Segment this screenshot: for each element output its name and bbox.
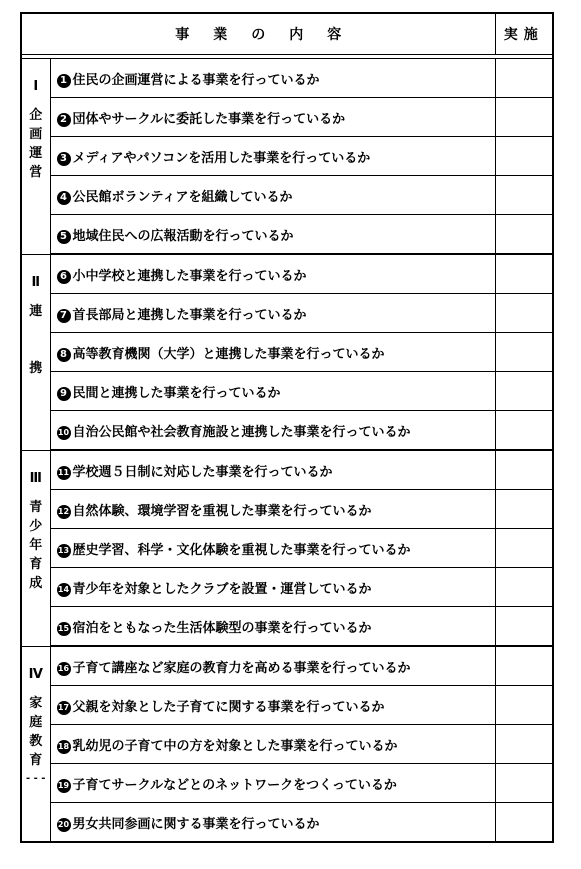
done-checkbox-cell[interactable] — [495, 764, 553, 803]
item-text: 首長部局と連携した事業を行っているか — [72, 307, 307, 323]
item-text-cell — [50, 686, 495, 725]
done-checkbox-cell[interactable] — [495, 294, 553, 333]
table-row — [21, 372, 553, 411]
category-number: Ⅲ — [29, 470, 42, 486]
item-number-badge: 3 — [57, 152, 71, 166]
item-number-badge: 5 — [57, 230, 71, 244]
item-text-cell — [50, 294, 495, 333]
item-text: 住民の企画運営による事業を行っているか — [72, 72, 320, 88]
item-text: 父親を対象とした子育てに関する事業を行っているか — [72, 699, 385, 715]
item-text-cell — [50, 59, 495, 98]
done-checkbox-cell[interactable] — [495, 607, 553, 647]
category-char: 青 — [29, 499, 43, 515]
category-char: 連 — [29, 303, 43, 319]
category-label — [22, 647, 50, 784]
item-text: 乳幼児の子育て中の方を対象とした事業を行っているか — [72, 738, 398, 754]
category-char: 庭 — [29, 714, 43, 730]
item-text-cell — [50, 450, 495, 490]
category-char: 少 — [29, 518, 43, 534]
done-checkbox-cell[interactable] — [495, 686, 553, 725]
item-number-badge: 6 — [57, 270, 71, 284]
item-text: 公民館ボランティアを組織しているか — [72, 189, 293, 205]
item-text: 宿泊をともなった生活体験型の事業を行っているか — [72, 620, 372, 636]
item-number-badge: 2 — [57, 113, 71, 127]
item-text-cell — [50, 568, 495, 607]
item-number-badge: 20 — [57, 818, 71, 832]
item-text: 団体やサークルに委託した事業を行っているか — [72, 111, 346, 127]
item-text-cell — [50, 254, 495, 294]
done-checkbox-cell[interactable] — [495, 372, 553, 411]
item-number-badge: 7 — [57, 309, 71, 323]
category-char: 画 — [29, 127, 43, 142]
survey-table — [20, 12, 554, 843]
table-row — [21, 686, 553, 725]
item-text: 子育てサークルなどとのネットワークをつくっているか — [72, 777, 397, 793]
item-text-cell — [50, 725, 495, 764]
category-cell — [21, 254, 50, 450]
item-number-badge: 16 — [57, 662, 71, 676]
item-text: 民間と連携した事業を行っているか — [72, 385, 281, 401]
category-cell — [21, 646, 50, 842]
category-char: 家 — [29, 695, 43, 711]
item-text-cell — [50, 137, 495, 176]
done-checkbox-cell[interactable] — [495, 803, 553, 843]
table-row — [21, 725, 553, 764]
done-checkbox-cell[interactable] — [495, 646, 553, 686]
item-text-cell — [50, 529, 495, 568]
item-text: 高等教育機関（大学）と連携した事業を行っているか — [72, 346, 385, 362]
item-text-cell — [50, 333, 495, 372]
item-number-badge: 18 — [57, 740, 71, 754]
done-checkbox-cell[interactable] — [495, 215, 553, 255]
item-number-badge: 4 — [57, 191, 71, 205]
category-label — [22, 255, 50, 378]
category-char: 企 — [29, 108, 43, 123]
item-text: 小中学校と連携した事業を行っているか — [72, 268, 307, 284]
item-text-cell — [50, 490, 495, 529]
item-text-cell — [50, 764, 495, 803]
category-ellipsis: - - - — [26, 772, 46, 784]
table-row — [21, 490, 553, 529]
category-char: 育 — [29, 556, 43, 572]
done-checkbox-cell[interactable] — [495, 254, 553, 294]
table-row — [21, 254, 553, 294]
done-checkbox-cell[interactable] — [495, 529, 553, 568]
category-number: Ⅱ — [31, 274, 41, 290]
header-done-column: 実施 — [495, 13, 553, 55]
done-checkbox-cell[interactable] — [495, 568, 553, 607]
item-text: 学校週５日制に対応した事業を行っているか — [72, 464, 333, 480]
item-text-cell — [50, 607, 495, 647]
item-text: メディアやパソコンを活用した事業を行っているか — [72, 150, 371, 166]
category-cell — [21, 59, 50, 255]
item-text: 男女共同参画に関する事業を行っているか — [72, 816, 320, 832]
table-row — [21, 607, 553, 647]
item-text: 子育て講座など家庭の教育力を高める事業を行っているか — [72, 660, 411, 676]
item-number-badge: 15 — [57, 622, 71, 636]
item-text: 自然体験、環境学習を重視した事業を行っているか — [72, 503, 372, 519]
category-char — [33, 321, 38, 359]
done-checkbox-cell[interactable] — [495, 450, 553, 490]
category-number: Ⅳ — [28, 666, 43, 682]
done-checkbox-cell[interactable] — [495, 725, 553, 764]
item-number-badge: 13 — [57, 544, 71, 558]
item-number-badge: 11 — [57, 466, 71, 480]
survey-body — [21, 55, 553, 843]
table-row — [21, 98, 553, 137]
category-char: 教 — [29, 733, 43, 749]
item-text: 自治公民館や社会教育施設と連携した事業を行っているか — [72, 424, 411, 440]
category-char: 成 — [29, 575, 43, 591]
category-char: 営 — [29, 165, 43, 180]
table-row — [21, 176, 553, 215]
item-number-badge: 12 — [57, 505, 71, 519]
header-row — [21, 13, 553, 55]
table-row — [21, 529, 553, 568]
category-number: Ⅰ — [33, 79, 39, 94]
table-row — [21, 764, 553, 803]
table-row — [21, 450, 553, 490]
item-text-cell — [50, 646, 495, 686]
table-row — [21, 646, 553, 686]
done-checkbox-cell[interactable] — [495, 98, 553, 137]
category-char: 運 — [29, 146, 43, 161]
table-row — [21, 215, 553, 255]
table-row — [21, 333, 553, 372]
category-char: 年 — [29, 537, 43, 553]
done-checkbox-cell[interactable] — [495, 411, 553, 451]
done-checkbox-cell[interactable] — [495, 59, 553, 98]
category-cell — [21, 450, 50, 646]
done-checkbox-cell[interactable] — [495, 176, 553, 215]
item-number-badge: 17 — [57, 701, 71, 715]
category-char: 育 — [29, 752, 43, 768]
item-number-badge: 10 — [57, 426, 71, 440]
category-label — [22, 59, 50, 182]
table-row — [21, 294, 553, 333]
item-text-cell — [50, 411, 495, 451]
item-number-badge: 1 — [57, 74, 71, 88]
table-row — [21, 568, 553, 607]
done-checkbox-cell[interactable] — [495, 137, 553, 176]
table-row — [21, 411, 553, 451]
item-text: 歴史学習、科学・文化体験を重視した事業を行っているか — [72, 542, 411, 558]
item-text: 青少年を対象としたクラブを設置・運営しているか — [72, 581, 372, 597]
item-number-badge: 8 — [57, 348, 71, 362]
item-number-badge: 9 — [57, 387, 71, 401]
item-number-badge: 19 — [57, 779, 71, 793]
done-checkbox-cell[interactable] — [495, 490, 553, 529]
item-text-cell — [50, 803, 495, 843]
item-text-cell — [50, 98, 495, 137]
item-number-badge: 14 — [57, 583, 71, 597]
table-row — [21, 803, 553, 843]
category-char: 携 — [29, 360, 43, 376]
category-label — [22, 451, 50, 593]
item-text-cell — [50, 372, 495, 411]
table-row — [21, 59, 553, 98]
item-text-cell — [50, 176, 495, 215]
item-text-cell — [50, 215, 495, 255]
item-text: 地域住民への広報活動を行っているか — [72, 228, 294, 244]
table-row — [21, 137, 553, 176]
done-checkbox-cell[interactable] — [495, 333, 553, 372]
survey-sheet — [20, 12, 552, 830]
header-title: 事業の内容 — [21, 13, 495, 55]
